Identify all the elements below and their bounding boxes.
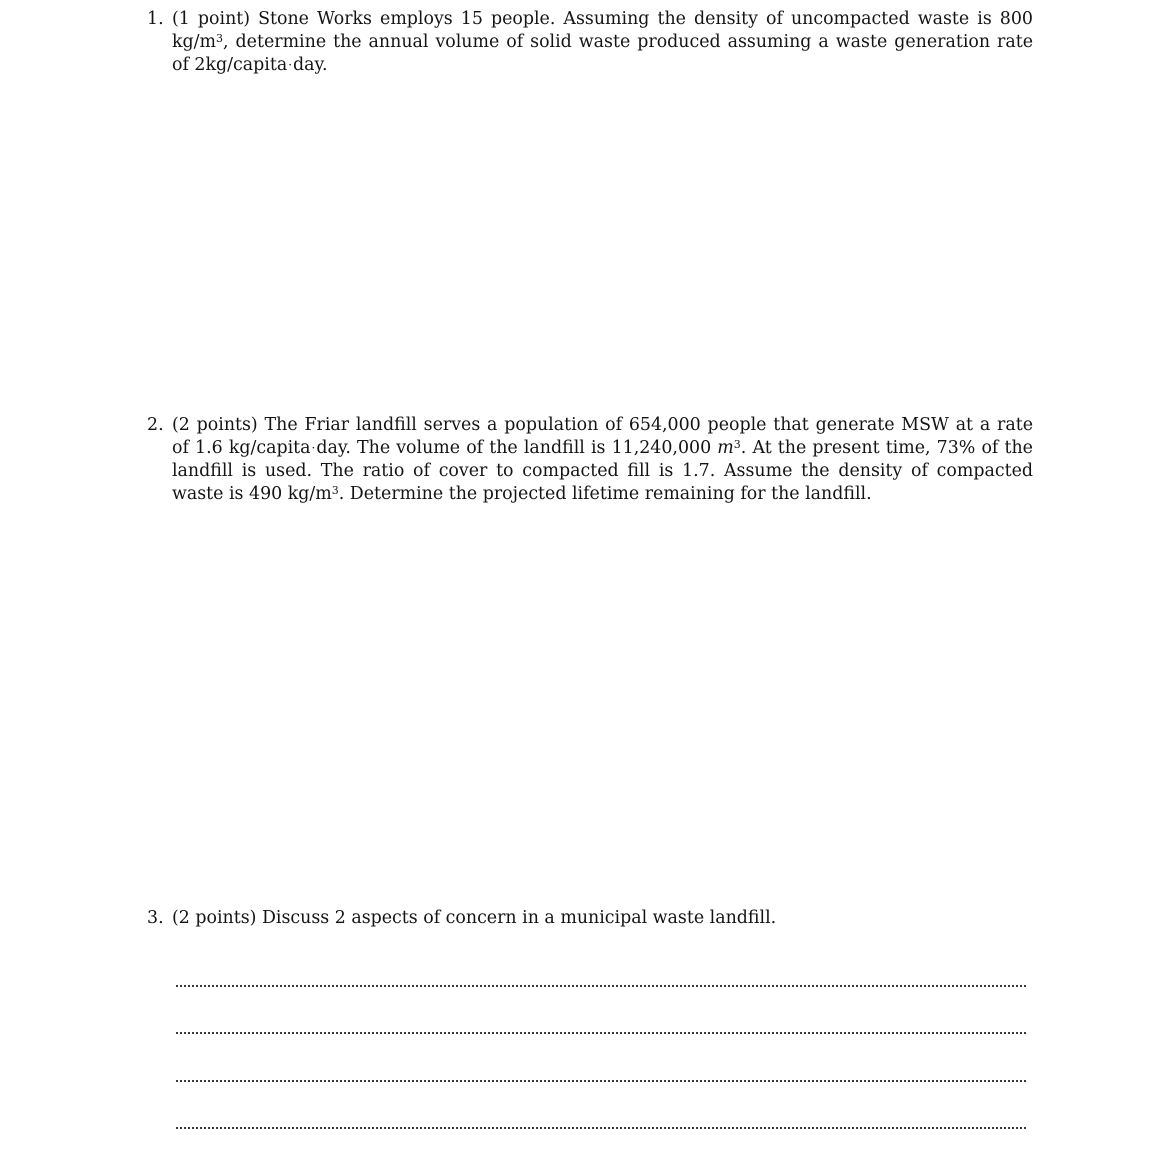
- answer-line-1: [176, 985, 1026, 987]
- question-1-body: [172, 8, 1033, 77]
- question-1-text-c: day.: [293, 55, 328, 75]
- answer-line-2: [176, 1032, 1026, 1034]
- question-2-number: 2.: [147, 415, 164, 435]
- answer-line-3: [176, 1080, 1026, 1082]
- question-1-points: (1 point): [172, 9, 251, 29]
- question-2-superscript-b: 3: [331, 484, 339, 498]
- question-3: [147, 907, 1033, 930]
- question-2-text-b: day. The volume of the landfill is 11,240,000: [316, 438, 718, 458]
- question-1-superscript: 3: [216, 32, 224, 46]
- question-3-points: (2 points): [172, 908, 257, 928]
- answer-line-4: [176, 1127, 1026, 1129]
- question-1-text-b: , determine the annual volume of solid waste produced assuming a waste generation rate of 2kg/capita: [172, 32, 1033, 75]
- question-1-dot: ·: [288, 58, 293, 72]
- question-3-text-a: Discuss 2 aspects of concern in a municipal waste landfill.: [261, 908, 777, 928]
- question-1-text-a: Stone Works employs 15 people. Assuming the density of uncompacted waste is 800 kg/m: [172, 9, 1034, 52]
- question-2: [147, 414, 1033, 506]
- question-2-text-a: The Friar landfill serves a population of 654,000 people that generate MSW at a rate of 1.6 kg/capita: [172, 415, 1033, 458]
- question-2-text-c: . At the present time, 73% of the landfill is used. The ratio of cover to compacted fill is 1.7. Assume the density of compacted waste is 490 kg/m: [172, 438, 1033, 504]
- question-2-text-d: . Determine the projected lifetime remaining for the landfill.: [338, 484, 872, 504]
- question-1: [147, 8, 1033, 77]
- question-3-body: [172, 907, 1033, 930]
- question-2-points: (2 points): [172, 415, 258, 435]
- question-2-dot: ·: [311, 441, 316, 455]
- question-1-number: 1.: [147, 9, 164, 29]
- question-2-body: [172, 414, 1033, 506]
- question-3-number: 3.: [147, 908, 164, 928]
- question-2-superscript-a: 3: [733, 438, 741, 452]
- question-2-unit-italic: m: [717, 438, 734, 458]
